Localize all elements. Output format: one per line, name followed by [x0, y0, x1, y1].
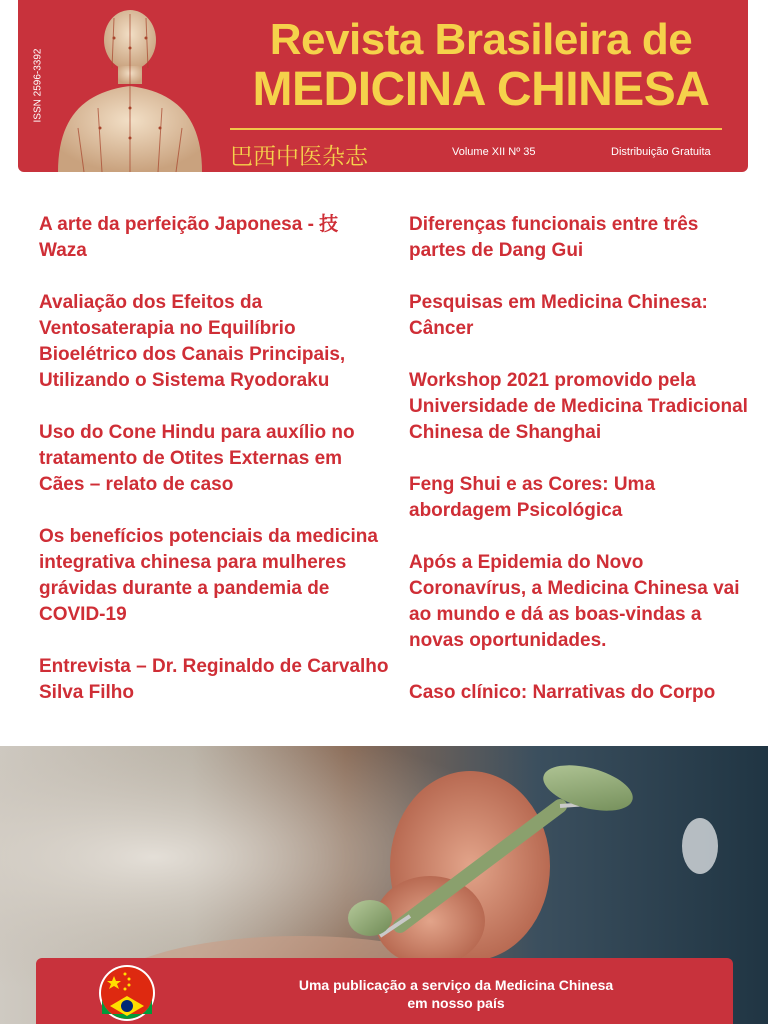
article-title[interactable]: Uso do Cone Hindu para auxílio no tratamento de Otites Externas em Cães – relato de caso: [39, 422, 355, 495]
footer-slogan-line2: em nosso país: [407, 995, 505, 1011]
distribution-label: Distribuição Gratuita: [611, 146, 711, 158]
magazine-header: [18, 0, 748, 172]
header-divider: [230, 128, 722, 130]
issn-label: ISSN 2596-3392: [32, 48, 44, 123]
magazine-title-line1: Revista Brasileira de: [269, 15, 693, 64]
article-title[interactable]: Diferenças funcionais entre três partes de Dang Gui: [409, 214, 699, 261]
article-title[interactable]: Pesquisas em Medicina Chinesa: Câncer: [409, 292, 708, 339]
footer-slogan: [206, 976, 706, 1012]
brazil-china-flag-emblem-icon: [98, 964, 156, 1022]
articles-column-right: [409, 212, 759, 732]
article-title[interactable]: Caso clínico: Narrativas do Corpo: [409, 682, 716, 703]
article-title[interactable]: Após a Epidemia do Novo Coronavírus, a Medicina Chinesa vai ao mundo e dá as boas-vindas a novas oportunidades.: [409, 552, 740, 651]
chinese-title: 巴西中医杂志: [230, 144, 368, 170]
article-title[interactable]: Feng Shui e as Cores: Uma abordagem Psicológica: [409, 474, 656, 521]
footer-banner: [36, 958, 733, 1024]
article-title[interactable]: Entrevista – Dr. Reginaldo de Carvalho Silva Filho: [39, 656, 389, 703]
article-title[interactable]: Os benefícios potenciais da medicina integrativa chinesa para mulheres grávidas durante a pandemia de COVID-19: [39, 526, 378, 625]
article-title[interactable]: Workshop 2021 promovido pela Universidade de Medicina Tradicional Chinesa de Shanghai: [409, 370, 748, 443]
acupuncture-figure-image: [38, 8, 208, 172]
magazine-title-line2: MEDICINA CHINESA: [252, 63, 710, 116]
footer-slogan-line1: Uma publicação a serviço da Medicina Chinesa: [298, 977, 614, 993]
article-title[interactable]: A arte da perfeição Japonesa - 技 Waza: [39, 214, 339, 261]
articles-column-left: [39, 212, 389, 732]
volume-number: Volume XII Nº 35: [452, 146, 536, 158]
article-title[interactable]: Avaliação dos Efeitos da Ventosaterapia no Equilíbrio Bioelétrico dos Canais Principais, Utilizando o Sistema Ryodoraku: [39, 292, 346, 391]
